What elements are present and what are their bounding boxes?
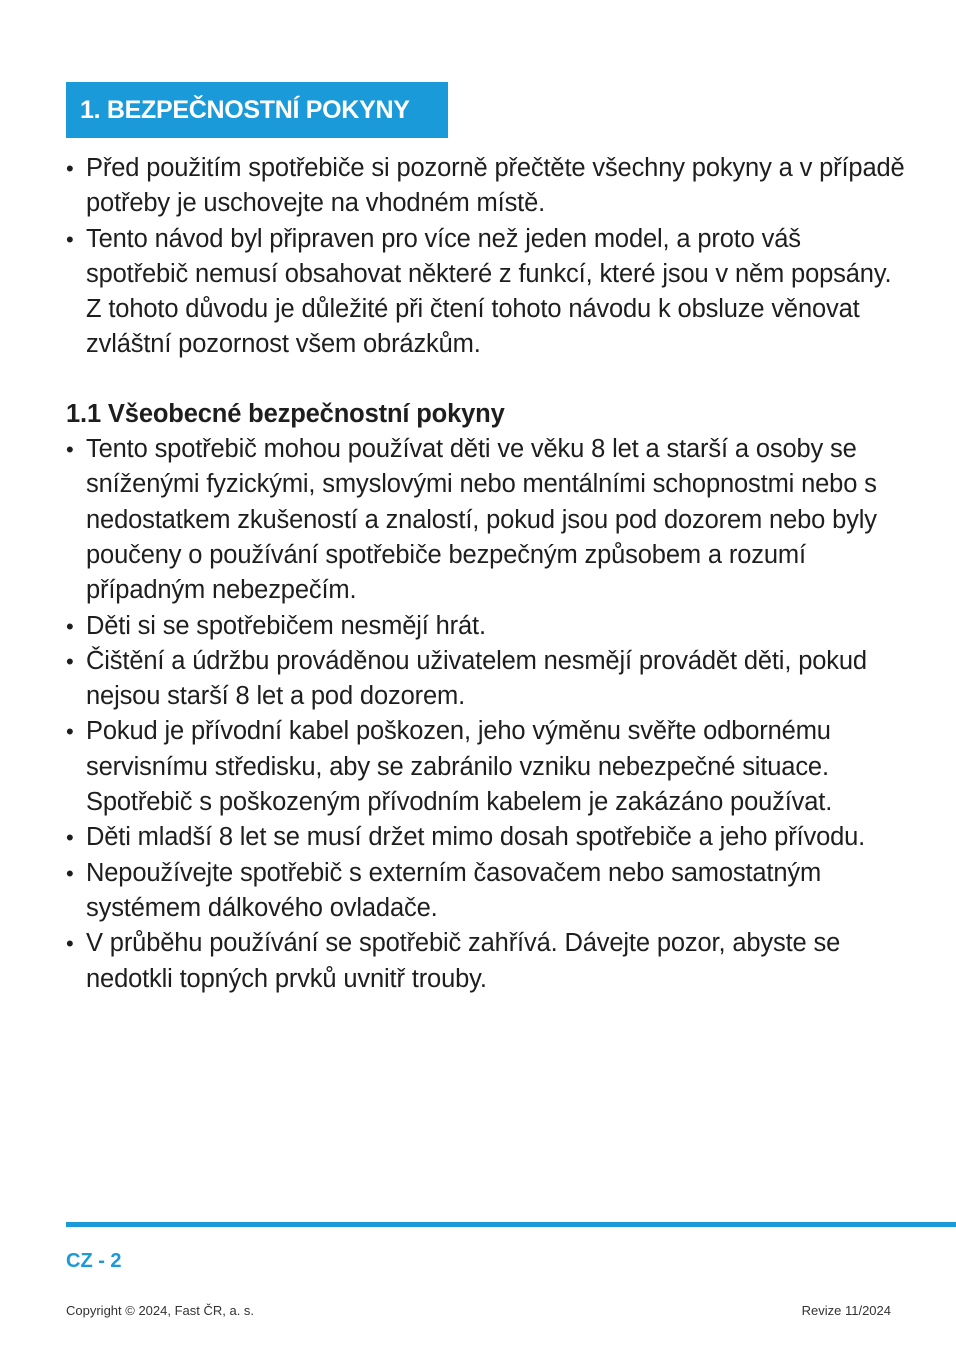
intro-list [66, 151, 906, 363]
page-number: CZ - 2 [66, 1250, 122, 1272]
bullet-icon: • [66, 825, 74, 851]
list-item: • Děti mladší 8 let se musí držet mimo dosah spotřebiče a jeho přívodu. [66, 820, 906, 855]
section-title: 1. BEZPEČNOSTNÍ POKYNY [80, 95, 410, 124]
copyright-notice: Copyright © 2024, Fast ČR, a. s. [66, 1303, 255, 1318]
bullet-icon: • [66, 226, 74, 252]
list-item: • Čištění a údržbu prováděnou uživatelem nesmějí provádět děti, pokud nejsou starší 8 let a pod dozorem. [66, 644, 906, 715]
bullet-icon: • [66, 860, 74, 886]
list-item: • V průběhu používání se spotřebič zahřívá. Dávejte pozor, abyste se nedotkli topných prvků uvnitř trouby. [66, 926, 906, 997]
bullet-icon: • [66, 156, 74, 181]
list-item: • Tento návod byl připraven pro více než jeden model, a proto váš spotřebič nemusí obsahovat některé z funkcí, které jsou v něm popsány. Z tohoto důvodu je důležité při čtení tohoto návodu k obsluze věnovat zvláštní pozornost všem obrázkům. [66, 222, 906, 363]
footer-divider [66, 1222, 956, 1227]
subsection-title: 1.1 Všeobecné bezpečnostní pokyny [66, 399, 505, 428]
revision-label: Revize 11/2024 [801, 1303, 891, 1318]
document-body [66, 151, 906, 997]
bullet-icon: • [66, 719, 74, 745]
list-item: • Před použitím spotřebiče si pozorně přečtěte všechny pokyny a v případě potřeby je uschovejte na vhodném místě. [66, 151, 906, 222]
section-title-banner [66, 82, 448, 138]
list-item: • Tento spotřebič mohou používat děti ve věku 8 let a starší a osoby se sníženými fyzickými, smyslovými nebo mentálními schopnostmi nebo s nedostatkem zkušeností a znalostí, pokud jsou pod dozorem nebo byly poučeny o používání spotřebiče bezpečným způsobem a rozumí případným nebezpečím. [66, 432, 906, 608]
list-item: • Nepoužívejte spotřebič s externím časovačem nebo samostatným systémem dálkového ovladače. [66, 856, 906, 927]
list-item: • Děti si se spotřebičem nesmějí hrát. [66, 609, 906, 644]
bullet-icon: • [66, 931, 74, 957]
list-item: • Pokud je přívodní kabel poškozen, jeho výměnu svěřte odbornému servisnímu středisku, aby se zabránilo vzniku nebezpečné situace. Spotřebič s poškozeným přívodním kabelem je zakázáno používat. [66, 714, 906, 820]
bullet-icon: • [66, 613, 74, 639]
bullet-icon: • [66, 648, 74, 674]
safety-list [66, 432, 906, 997]
bullet-icon: • [66, 437, 74, 463]
